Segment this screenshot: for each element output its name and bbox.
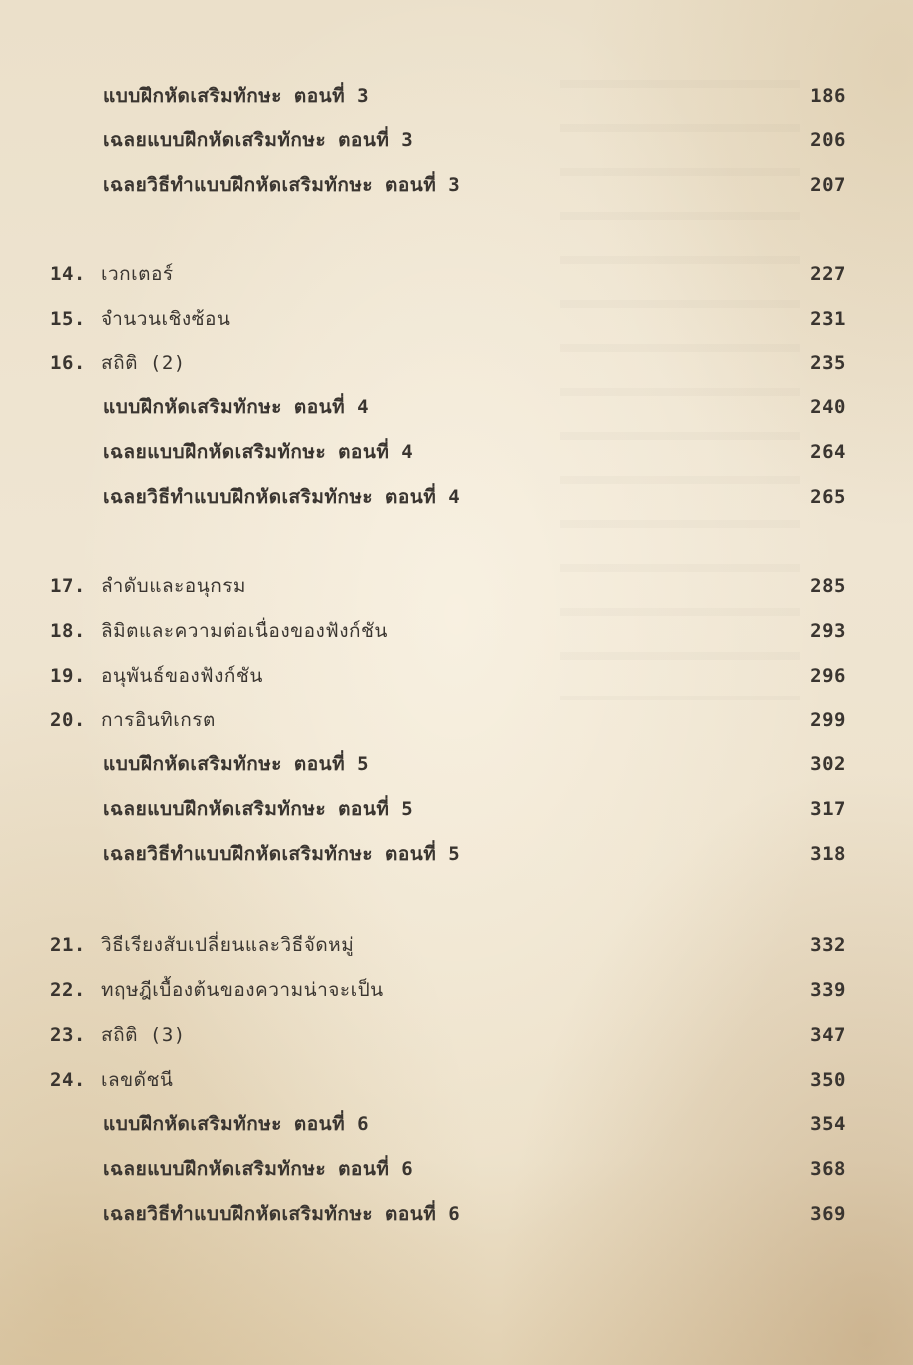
chapter-number: 15. xyxy=(50,308,86,330)
page-number: 264 xyxy=(810,441,846,463)
page-number: 285 xyxy=(810,575,846,597)
toc-chapter-row xyxy=(0,1015,913,1055)
subsection-title: เฉลยแบบฝึกหัดเสริมทักษะ ตอนที่ 6 xyxy=(103,1158,414,1180)
chapter-title: เลขดัชนี xyxy=(101,1069,174,1091)
toc-subsection-row xyxy=(0,165,913,205)
toc-subsection-row xyxy=(0,120,913,160)
chapter-title: การอินทิเกรต xyxy=(101,709,216,731)
toc-chapter-row xyxy=(0,299,913,339)
page-number: 227 xyxy=(810,263,846,285)
subsection-title: เฉลยวิธีทำแบบฝึกหัดเสริมทักษะ ตอนที่ 3 xyxy=(103,174,461,196)
page-number: 318 xyxy=(810,843,846,865)
chapter-number: 21. xyxy=(50,934,86,956)
page-number: 206 xyxy=(810,129,846,151)
toc-chapter-row xyxy=(0,254,913,294)
subsection-title: เฉลยแบบฝึกหัดเสริมทักษะ ตอนที่ 4 xyxy=(103,441,414,463)
chapter-number: 22. xyxy=(50,979,86,1001)
chapter-title: ลิมิตและความต่อเนื่องของฟังก์ชัน xyxy=(101,620,388,642)
chapter-title: อนุพันธ์ของฟังก์ชัน xyxy=(101,665,263,687)
chapter-title: เวกเตอร์ xyxy=(101,263,174,285)
toc-subsection-row xyxy=(0,789,913,829)
page-number: 350 xyxy=(810,1069,846,1091)
subsection-title: แบบฝึกหัดเสริมทักษะ ตอนที่ 6 xyxy=(103,1113,370,1135)
subsection-title: เฉลยแบบฝึกหัดเสริมทักษะ ตอนที่ 3 xyxy=(103,129,414,151)
chapter-number: 14. xyxy=(50,263,86,285)
page-number: 231 xyxy=(810,308,846,330)
toc-subsection-row xyxy=(0,834,913,874)
toc-subsection-row xyxy=(0,1149,913,1189)
chapter-title: วิธีเรียงสับเปลี่ยนและวิธีจัดหมู่ xyxy=(101,934,355,956)
toc-subsection-row xyxy=(0,744,913,784)
toc-subsection-row xyxy=(0,432,913,472)
toc-subsection-row xyxy=(0,1194,913,1234)
chapter-number: 17. xyxy=(50,575,86,597)
subsection-title: เฉลยวิธีทำแบบฝึกหัดเสริมทักษะ ตอนที่ 6 xyxy=(103,1203,461,1225)
page-number: 317 xyxy=(810,798,846,820)
chapter-number: 23. xyxy=(50,1024,86,1046)
subsection-title: แบบฝึกหัดเสริมทักษะ ตอนที่ 4 xyxy=(103,396,370,418)
chapter-number: 20. xyxy=(50,709,86,731)
toc-subsection-row xyxy=(0,477,913,517)
subsection-title: แบบฝึกหัดเสริมทักษะ ตอนที่ 3 xyxy=(103,85,370,107)
toc-subsection-row xyxy=(0,387,913,427)
toc-chapter-row xyxy=(0,970,913,1010)
page-number: 354 xyxy=(810,1113,846,1135)
page-number: 369 xyxy=(810,1203,846,1225)
toc-chapter-row xyxy=(0,566,913,606)
chapter-title: สถิติ (3) xyxy=(101,1024,186,1046)
toc-chapter-row xyxy=(0,343,913,383)
page-number: 332 xyxy=(810,934,846,956)
subsection-title: เฉลยวิธีทำแบบฝึกหัดเสริมทักษะ ตอนที่ 5 xyxy=(103,843,461,865)
page-number: 339 xyxy=(810,979,846,1001)
page-number: 235 xyxy=(810,352,846,374)
page-number: 240 xyxy=(810,396,846,418)
page-number: 299 xyxy=(810,709,846,731)
page-number: 265 xyxy=(810,486,846,508)
toc-subsection-row xyxy=(0,1104,913,1144)
page-number: 368 xyxy=(810,1158,846,1180)
page-number: 207 xyxy=(810,174,846,196)
page-number: 293 xyxy=(810,620,846,642)
subsection-title: เฉลยแบบฝึกหัดเสริมทักษะ ตอนที่ 5 xyxy=(103,798,414,820)
page-number: 296 xyxy=(810,665,846,687)
chapter-number: 19. xyxy=(50,665,86,687)
chapter-title: ทฤษฎีเบื้องต้นของความน่าจะเป็น xyxy=(101,979,384,1001)
page-number: 186 xyxy=(810,85,846,107)
chapter-title: สถิติ (2) xyxy=(101,352,186,374)
subsection-title: เฉลยวิธีทำแบบฝึกหัดเสริมทักษะ ตอนที่ 4 xyxy=(103,486,461,508)
chapter-number: 18. xyxy=(50,620,86,642)
toc-chapter-row xyxy=(0,700,913,740)
page-number: 347 xyxy=(810,1024,846,1046)
toc-chapter-row xyxy=(0,1060,913,1100)
chapter-title: จำนวนเชิงซ้อน xyxy=(101,308,231,330)
chapter-title: ลำดับและอนุกรม xyxy=(101,575,246,597)
toc-chapter-row xyxy=(0,611,913,651)
toc-chapter-row xyxy=(0,925,913,965)
page-number: 302 xyxy=(810,753,846,775)
toc-subsection-row xyxy=(0,76,913,116)
subsection-title: แบบฝึกหัดเสริมทักษะ ตอนที่ 5 xyxy=(103,753,370,775)
toc-chapter-row xyxy=(0,656,913,696)
chapter-number: 16. xyxy=(50,352,86,374)
chapter-number: 24. xyxy=(50,1069,86,1091)
